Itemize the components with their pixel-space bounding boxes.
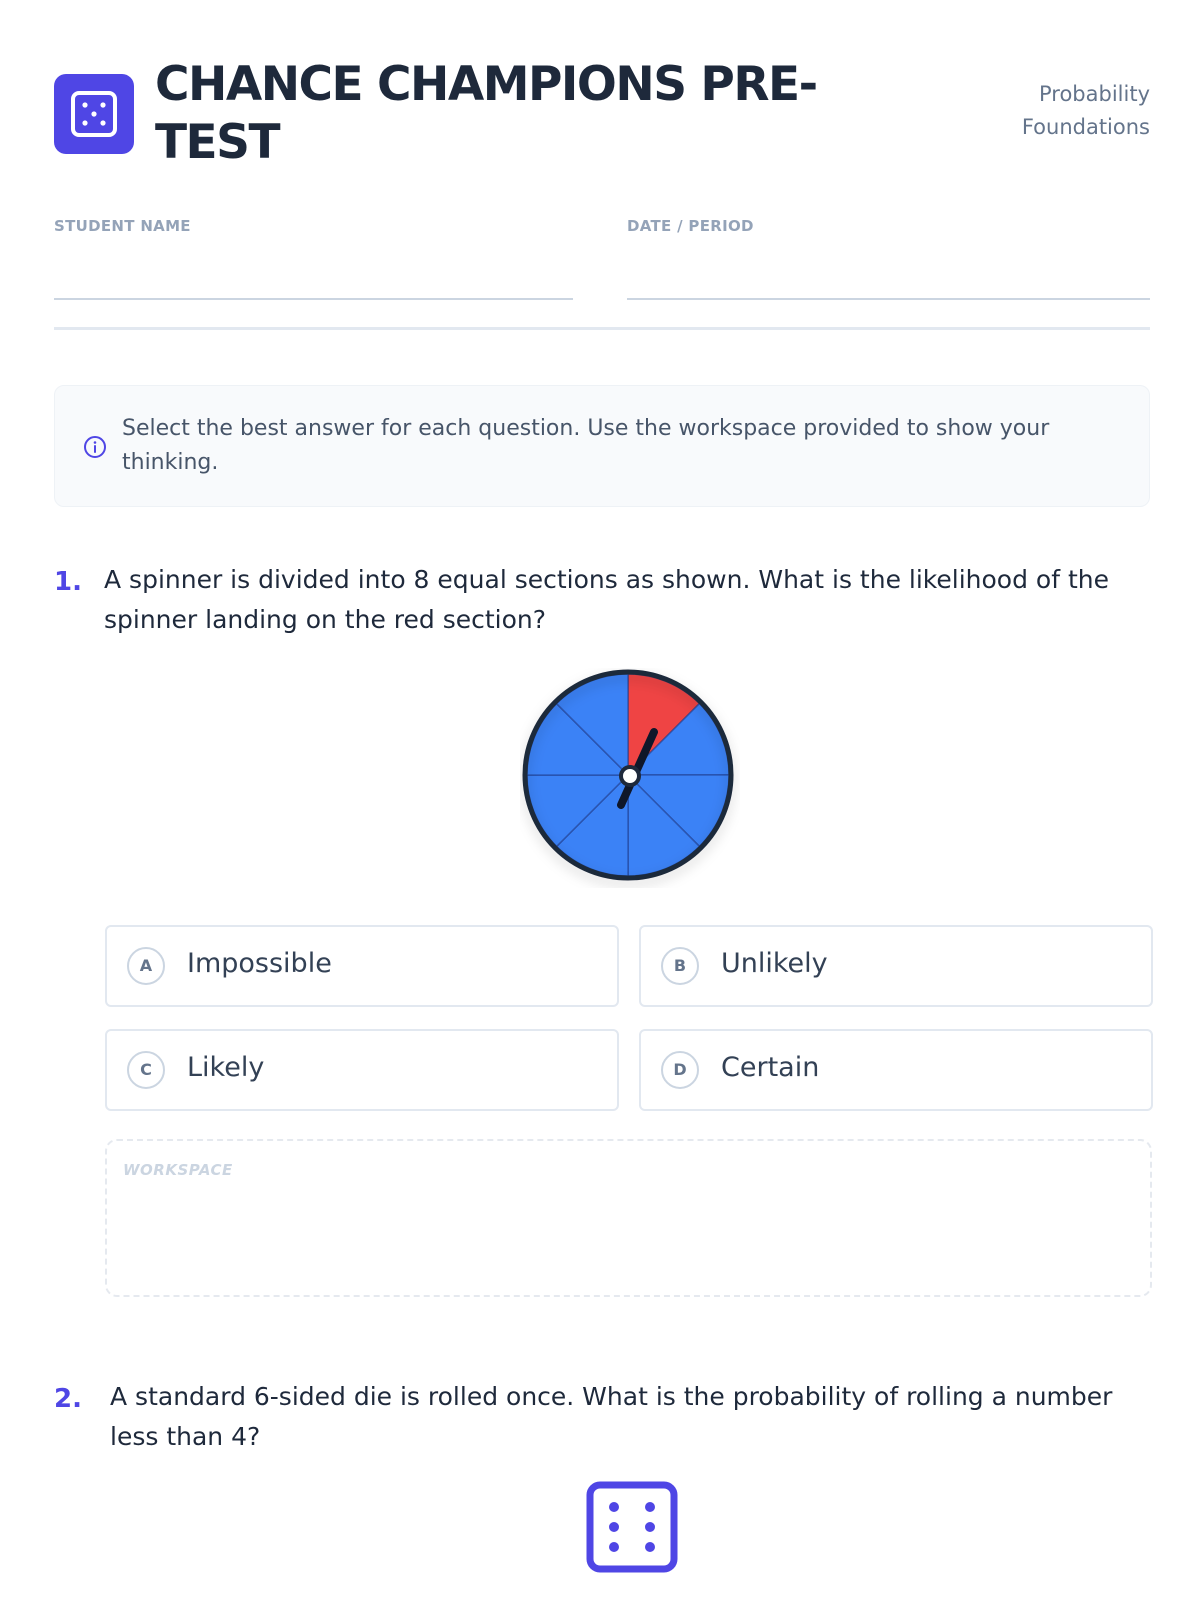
info-icon [83,435,107,459]
option-b[interactable] [639,925,1153,1007]
date-period-field[interactable] [627,298,1150,300]
dice-five-icon [54,74,134,154]
spinner-hub [621,767,639,785]
student-name-field[interactable] [54,298,573,300]
question-2-text: A standard 6-sided die is rolled once. What is the probability of rolling a number less than 4? [110,1382,1113,1451]
question-2-number: 2. [54,1384,82,1414]
header-divider [54,327,1150,330]
question-1-text: A spinner is divided into 8 equal sections as shown. What is the likelihood of the spinner landing on the red section? [104,565,1109,634]
option-d-text: Certain [721,1052,820,1083]
option-c-text: Likely [187,1052,265,1083]
dice-six-icon [586,1481,678,1573]
subject-line-2: Foundations [1021,115,1150,139]
option-a-text: Impossible [187,948,332,979]
option-c[interactable] [105,1029,619,1111]
instructions-text: Select the best answer for each question. Use the workspace provided to show your thinking. [122,416,1050,475]
subject-line-1: Probability [1038,82,1150,106]
option-b-text: Unlikely [721,948,828,979]
option-a-letter: A [127,947,165,985]
option-a[interactable] [105,925,619,1007]
date-period-label: DATE / PERIOD [627,217,754,235]
option-d-letter: D [661,1051,699,1089]
worksheet-header [54,56,1150,176]
instructions-box [54,385,1150,507]
option-b-letter: B [661,947,699,985]
spinner-figure [520,668,740,888]
question-1-number: 1. [54,567,82,597]
option-c-letter: C [127,1051,165,1089]
page-title: CHANCE CHAMPIONS PRE-TEST [155,57,817,170]
student-name-label: STUDENT NAME [54,217,191,235]
option-d[interactable] [639,1029,1153,1111]
workspace-label: WORKSPACE [123,1161,233,1179]
subject-label [950,78,1150,144]
question-1-workspace[interactable] [105,1139,1152,1297]
